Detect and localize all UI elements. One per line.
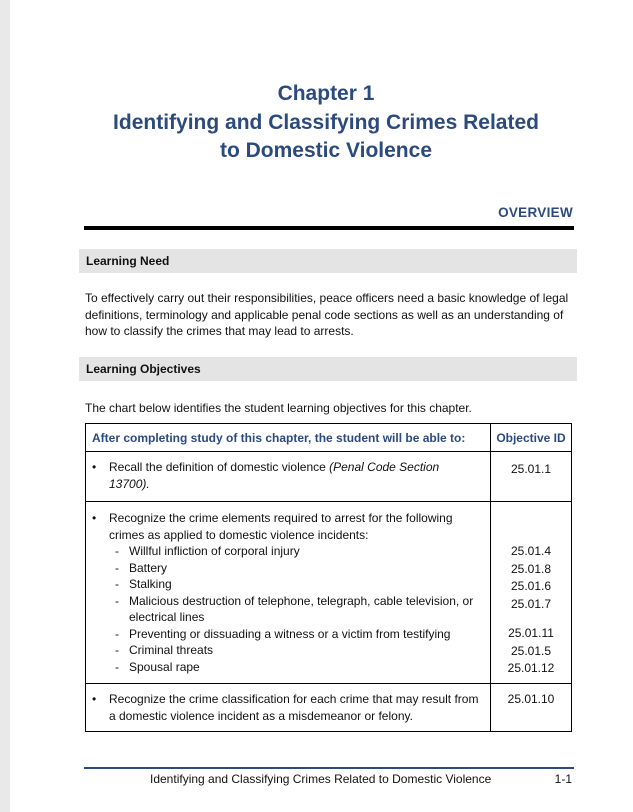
chapter-title-line-1: Identifying and Classifying Crimes Related	[113, 110, 539, 134]
table-row	[86, 502, 572, 684]
objective-id: 25.01.4	[510, 544, 552, 558]
learning-need-text: To effectively carry out their responsibilities, peace officers need a basic knowledge of legal definitions, terminology and applicable penal code sections as well as an understanding of how to classify the crimes that may lead to arrests.	[85, 291, 569, 338]
footer-divider	[84, 767, 574, 769]
learning-need-heading: Learning Need	[86, 254, 170, 268]
chapter-title	[60, 80, 592, 166]
objective-text: Recall the definition of domestic violence	[109, 460, 330, 474]
list-item: - Preventing or dissuading a witness or a victim from testifying	[115, 626, 451, 641]
overview-label: OVERVIEW	[498, 205, 573, 220]
footer-title: Identifying and Classifying Crimes Related to Domestic Violence	[150, 772, 492, 786]
objective-id: 25.01.10	[507, 692, 555, 706]
chapter-title-line-2: to Domestic Violence	[219, 139, 432, 162]
learning-objectives-intro: The chart below identifies the student learning objectives for this chapter.	[85, 401, 472, 415]
page-margin-strip	[0, 0, 10, 812]
list-item: - Battery	[115, 560, 168, 575]
list-item: - Stalking	[115, 577, 172, 591]
objectives-table	[85, 423, 572, 732]
header-objective-id: Objective ID	[491, 424, 572, 452]
objective-id-cell	[491, 502, 572, 684]
learning-objectives-heading-bar	[79, 357, 577, 381]
bullet-icon: •	[92, 692, 97, 706]
bullet-icon: •	[92, 460, 97, 474]
objective-reference: (Penal Code Section 13700).	[109, 460, 440, 491]
list-item: - Criminal threats	[115, 643, 214, 657]
objective-id: 25.01.12	[507, 661, 555, 675]
objective-id: 25.01.8	[510, 561, 552, 576]
objective-id: 25.01.11	[508, 626, 554, 640]
chapter-number: Chapter 1	[277, 82, 375, 105]
objective-cell	[86, 684, 491, 732]
objective-id: 25.01.7	[510, 596, 552, 611]
list-item: - Willful infliction of corporal injury	[115, 544, 300, 558]
objective-id-cell	[491, 452, 572, 502]
objective-id-list	[492, 503, 570, 678]
table-row	[86, 684, 572, 732]
table-header-row	[86, 424, 572, 452]
learning-need-heading-bar	[79, 249, 577, 273]
objective-cell	[86, 502, 491, 684]
header-objective: After completing study of this chapter, the student will be able to:	[86, 424, 491, 452]
learning-objectives-heading: Learning Objectives	[86, 362, 201, 376]
list-item: - Spousal rape	[115, 659, 200, 674]
objective-id: 25.01.1	[510, 462, 552, 476]
list-item: - Malicious destruction of telephone, telegraph, cable television, or electrical lines	[115, 593, 474, 624]
objective-id: 25.01.6	[510, 579, 552, 593]
bullet-icon: •	[92, 511, 97, 525]
objective-id: 25.01.5	[510, 643, 552, 658]
objective-text: Recognize the crime elements required to arrest for the following crimes as applied to domestic violence incidents:	[109, 511, 453, 542]
objective-id-cell	[491, 684, 572, 732]
table-row	[86, 452, 572, 502]
objective-cell	[86, 452, 491, 502]
overview-divider	[84, 226, 574, 230]
objective-text: Recognize the crime classification for each crime that may result from a domestic violence incident as a misdemeanor or felony.	[109, 692, 479, 723]
page-number: 1-1	[554, 772, 572, 786]
